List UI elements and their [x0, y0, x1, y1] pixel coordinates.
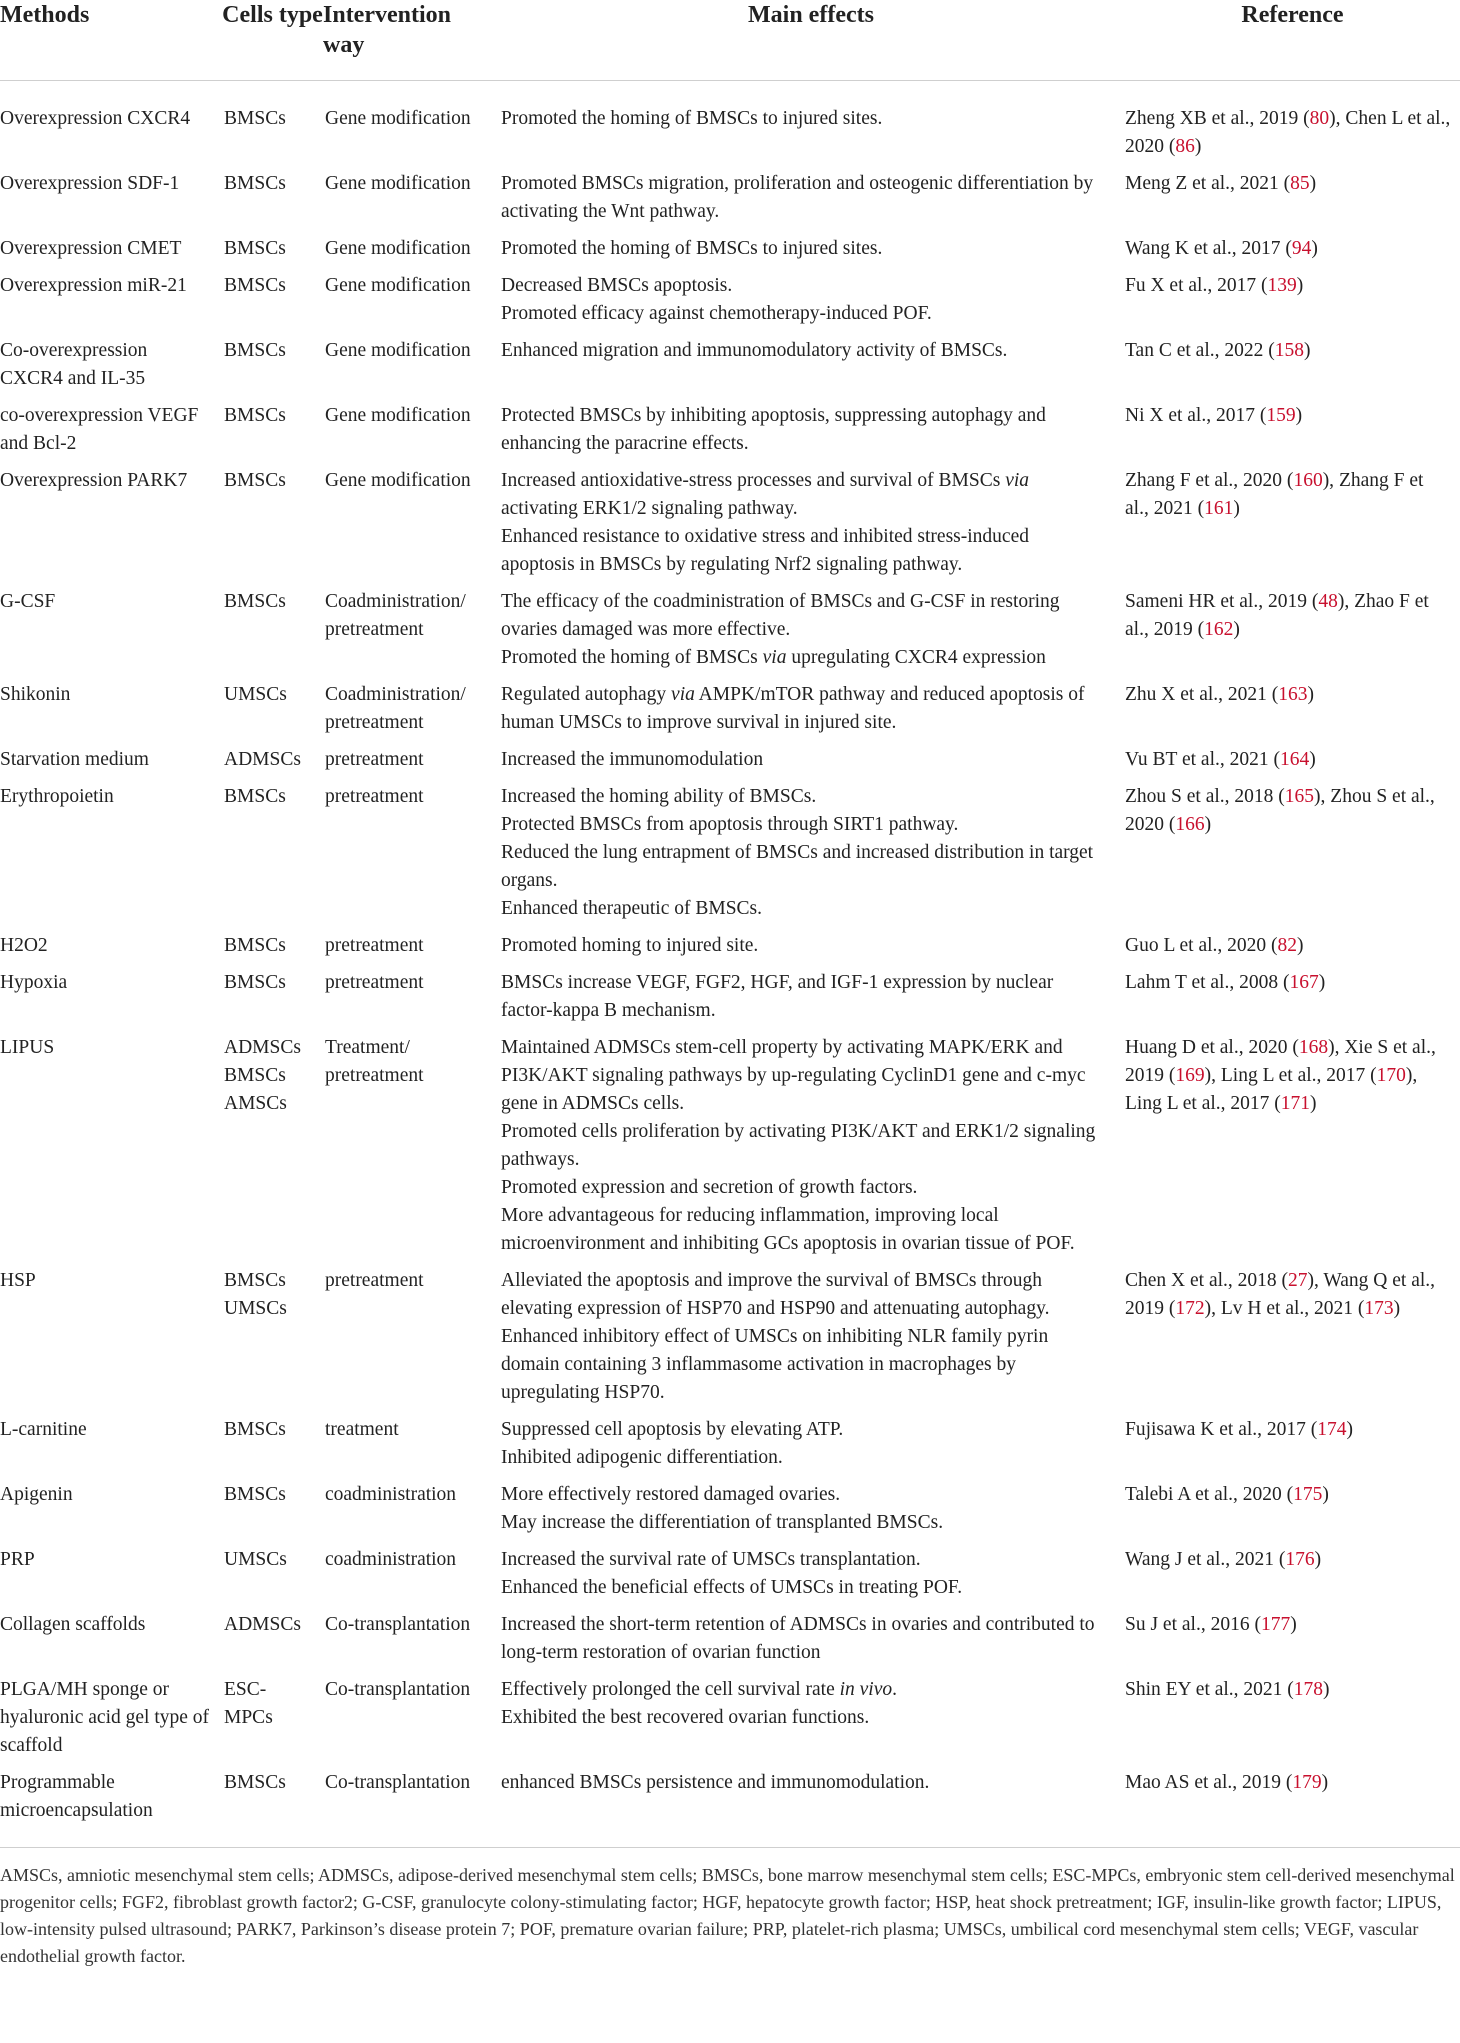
intervention-cell: Gene modification	[325, 275, 471, 296]
table-row	[0, 932, 1460, 969]
reference-cell	[1125, 272, 1460, 337]
reference-number-link[interactable]: 177	[1260, 1614, 1291, 1635]
method-cell: Overexpression miR-21	[0, 275, 187, 296]
reference-number-link[interactable]: 168	[1298, 1037, 1329, 1058]
cells-type-cell: UMSCs	[224, 1549, 287, 1570]
effect-line: Promoted the homing of BMSCs via upregulating CXCR4 expression	[501, 647, 1046, 668]
reference-citation: Sameni HR et al., 2019 (	[1125, 591, 1319, 612]
method-cell: LIPUS	[0, 1037, 55, 1058]
reference-number-link[interactable]: 158	[1274, 340, 1304, 361]
main-effects-cell	[497, 1769, 1125, 1848]
cells-type-cell: ADMSCs BMSCs AMSCs	[224, 1037, 301, 1114]
method-cell: Overexpression CXCR4	[0, 108, 191, 129]
effect-line: Increased the survival rate of UMSCs transplantation.	[501, 1549, 921, 1570]
method-cell: Programmable microencapsulation	[0, 1769, 222, 1848]
main-effects-cell	[497, 1034, 1125, 1267]
method-cell: PLGA/MH sponge or hyaluronic acid gel type of scaffold	[0, 1679, 210, 1756]
effect-line: Promoted cells proliferation by activating PI3K/AKT and ERK1/2 signaling pathways.	[501, 1121, 1096, 1170]
reference-number-link[interactable]: 173	[1364, 1298, 1394, 1319]
intervention-cell: Coadministration/ pretreatment	[325, 591, 466, 640]
effect-line: Increased the immunomodulation	[501, 749, 764, 770]
reference-separator: ),	[1204, 1065, 1221, 1086]
reference-cell	[1125, 1481, 1460, 1546]
effect-line: Increased the short-term retention of ADMSCs in ovaries and contributed to long-term restoration of ovarian function	[501, 1614, 1095, 1663]
reference-separator: )	[1307, 684, 1315, 705]
reference-citation: Zhou S et al., 2020 (	[1125, 786, 1435, 835]
reference-citation: Chen X et al., 2018 (	[1125, 1270, 1289, 1291]
reference-cell	[1125, 337, 1460, 402]
reference-separator: ),	[1307, 1270, 1324, 1291]
reference-cell	[1125, 588, 1460, 681]
method-cell: Overexpression CMET	[0, 238, 182, 259]
reference-separator: )	[1309, 173, 1317, 194]
main-effects-cell	[497, 746, 1125, 783]
reference-cell	[1125, 1546, 1460, 1611]
reference-separator: ),	[1405, 1065, 1418, 1086]
reference-number-link[interactable]: 82	[1277, 935, 1298, 956]
reference-number-link[interactable]: 85	[1290, 173, 1310, 194]
reference-citation: Lv H et al., 2021 (	[1220, 1298, 1365, 1319]
reference-citation: Zhu X et al., 2021 (	[1125, 684, 1279, 705]
table-row	[0, 272, 1460, 337]
effect-line: Exhibited the best recovered ovarian functions.	[501, 1707, 870, 1728]
main-effects-cell	[497, 1611, 1125, 1676]
reference-cell	[1125, 402, 1460, 467]
intervention-cell: Gene modification	[325, 108, 471, 129]
header-methods: Methods	[0, 0, 222, 81]
cells-type-cell: BMSCs	[224, 591, 286, 612]
reference-separator: )	[1311, 238, 1318, 259]
reference-number-link[interactable]: 176	[1285, 1549, 1315, 1570]
table-row	[0, 783, 1460, 932]
effect-line: Promoted expression and secretion of growth factors.	[501, 1177, 918, 1198]
intervention-cell: pretreatment	[325, 786, 424, 807]
reference-separator: )	[1393, 1298, 1401, 1319]
reference-citation: Zhang F et al., 2020 (	[1125, 470, 1294, 491]
main-effects-cell	[497, 969, 1125, 1034]
effect-line: Increased antioxidative-stress processes and survival of BMSCs via activating ERK1/2 signaling pathway.	[501, 470, 1030, 519]
cells-type-cell: BMSCs	[224, 1484, 286, 1505]
reference-number-link[interactable]: 161	[1204, 498, 1234, 519]
reference-number-link[interactable]: 139	[1267, 275, 1297, 296]
effect-line: Enhanced resistance to oxidative stress and inhibited stress-induced apoptosis in BMSCs by regulating Nrf2 signaling pathway.	[501, 526, 1029, 575]
main-effects-cell	[497, 1481, 1125, 1546]
reference-separator: )	[1296, 275, 1304, 296]
reference-number-link[interactable]: 172	[1175, 1298, 1205, 1319]
intervention-cell: pretreatment	[325, 935, 424, 956]
table-footnote: AMSCs, amniotic mesenchymal stem cells; ADMSCs, adipose-derived mesenchymal stem cells; BMSCs, bone marrow mesenchymal stem cells; ESC-MPCs, embryonic stem cell-derived mesenchymal progenitor cells; FGF2, fibroblast growth factor2; G-CSF, granulocyte colony-stimulating factor; HGF, hepatocyte growth factor; HSP, heat shock pretreatment; IGF, insulin-like growth factor; LIPUS, low-intensity pulsed ultrasound; PARK7, Parkinson’s disease protein 7; POF, premature ovarian failure; PRP, platelet-rich plasma; UMSCs, umbilical cord mesenchymal stem cells; VEGF, vascular endothelial growth factor.	[0, 1865, 1455, 1966]
cells-type-cell: BMSCs	[224, 405, 286, 426]
reference-citation: Zheng XB et al., 2019 (	[1125, 108, 1310, 129]
effect-line: BMSCs increase VEGF, FGF2, HGF, and IGF-1 expression by nuclear factor-kappa B mechanism.	[501, 972, 1054, 1021]
reference-separator: ),	[1329, 108, 1346, 129]
effect-line: Protected BMSCs by inhibiting apoptosis, suppressing autophagy and enhancing the paracrine effects.	[501, 405, 1046, 454]
table-row	[0, 681, 1460, 746]
main-effects-cell	[497, 272, 1125, 337]
reference-separator: )	[1309, 749, 1316, 770]
method-cell: Starvation medium	[0, 749, 149, 770]
method-cell: Collagen scaffolds	[0, 1614, 146, 1635]
reference-citation: Lahm T et al., 2008 (	[1125, 972, 1290, 993]
main-effects-cell	[497, 1546, 1125, 1611]
effect-line: The efficacy of the coadministration of BMSCs and G-CSF in restoring ovaries damaged was more effective.	[501, 591, 1060, 640]
main-effects-cell	[497, 1416, 1125, 1481]
table-row	[0, 588, 1460, 681]
effect-line: May increase the differentiation of transplanted BMSCs.	[501, 1512, 944, 1533]
reference-cell	[1125, 932, 1460, 969]
method-cell: co-overexpression VEGF and Bcl-2	[0, 405, 199, 454]
method-cell: H2O2	[0, 935, 48, 956]
reference-cell	[1125, 1769, 1460, 1848]
reference-separator: )	[1318, 972, 1326, 993]
method-cell: G-CSF	[0, 591, 56, 612]
intervention-cell: treatment	[325, 1419, 399, 1440]
reference-cell	[1125, 746, 1460, 783]
effect-line: Promoted the homing of BMSCs to injured sites.	[501, 238, 883, 259]
effect-line: Enhanced the beneficial effects of UMSCs in treating POF.	[501, 1577, 963, 1598]
method-cell: HSP	[0, 1270, 36, 1291]
reference-separator: )	[1204, 814, 1212, 835]
reference-number-link[interactable]: 170	[1376, 1065, 1406, 1086]
method-cell: Hypoxia	[0, 972, 68, 993]
intervention-cell: pretreatment	[325, 1270, 424, 1291]
header-main-effects: Main effects	[497, 0, 1125, 81]
reference-citation: Zhou S et al., 2018 (	[1125, 786, 1285, 807]
effect-line: Promoted the homing of BMSCs to injured sites.	[501, 108, 883, 129]
reference-separator: )	[1194, 136, 1202, 157]
cells-type-cell: ADMSCs	[224, 749, 301, 770]
effect-line: Maintained ADMSCs stem-cell property by activating MAPK/ERK and PI3K/AKT signaling pathways by up-regulating CyclinD1 gene and c-myc gene in ADMSCs cells.	[501, 1037, 1086, 1114]
cells-type-cell: BMSCs	[224, 972, 286, 993]
reference-number-link[interactable]: 174	[1317, 1419, 1347, 1440]
intervention-cell: coadministration	[325, 1484, 457, 1505]
table-row	[0, 170, 1460, 235]
reference-citation: Wang J et al., 2021 (	[1125, 1549, 1286, 1570]
effect-line: Promoted homing to injured site.	[501, 935, 759, 956]
intervention-cell: Coadministration/ pretreatment	[325, 684, 466, 733]
reference-cell	[1125, 81, 1460, 171]
intervention-cell: pretreatment	[325, 749, 424, 770]
reference-separator: )	[1314, 1549, 1322, 1570]
table-row	[0, 1611, 1460, 1676]
reference-number-link[interactable]: 164	[1280, 749, 1310, 770]
effect-line: Protected BMSCs from apoptosis through SIRT1 pathway.	[501, 814, 959, 835]
cells-type-cell: ESC-MPCs	[224, 1679, 273, 1728]
cells-type-cell: BMSCs UMSCs	[224, 1270, 287, 1319]
header-intervention-way: Intervention way	[323, 0, 497, 81]
reference-citation: Shin EY et al., 2021 (	[1125, 1679, 1294, 1700]
main-effects-cell	[497, 337, 1125, 402]
table-row	[0, 235, 1460, 272]
reference-separator: )	[1233, 498, 1240, 519]
reference-cell	[1125, 1267, 1460, 1416]
cells-type-cell: BMSCs	[224, 238, 286, 259]
effect-line: Regulated autophagy via AMPK/mTOR pathway and reduced apoptosis of human UMSCs to improve survival in injured site.	[501, 684, 1085, 733]
reference-separator: )	[1346, 1419, 1354, 1440]
reference-cell	[1125, 235, 1460, 272]
effect-line: Enhanced inhibitory effect of UMSCs on inhibiting NLR family pyrin domain containing 3 inflammasome activation in macrophages by upregulating HSP70.	[501, 1326, 1049, 1403]
reference-cell	[1125, 1416, 1460, 1481]
reference-citation: Mao AS et al., 2019 (	[1125, 1772, 1293, 1793]
reference-separator: )	[1322, 1484, 1329, 1505]
reference-separator: )	[1321, 1772, 1329, 1793]
table-row	[0, 337, 1460, 402]
reference-number-link[interactable]: 166	[1175, 814, 1205, 835]
reference-citation: Ling L et al., 2017 (	[1125, 1093, 1281, 1114]
reference-number-link[interactable]: 165	[1284, 786, 1315, 807]
effect-line: More advantageous for reducing inflammation, improving local microenvironment and inhibiting GCs apoptosis in ovarian tissue of POF.	[501, 1205, 1075, 1254]
reference-cell	[1125, 681, 1460, 746]
effect-line: Reduced the lung entrapment of BMSCs and increased distribution in target organs.	[501, 842, 1094, 891]
cells-type-cell: BMSCs	[224, 173, 286, 194]
reference-cell	[1125, 783, 1460, 932]
reference-separator: )	[1323, 1679, 1330, 1700]
intervention-cell: Co-transplantation	[325, 1614, 471, 1635]
reference-number-link[interactable]: 179	[1292, 1772, 1322, 1793]
table-row	[0, 969, 1460, 1034]
table-row	[0, 746, 1460, 783]
reference-number-link[interactable]: 163	[1278, 684, 1308, 705]
reference-citation: Meng Z et al., 2021 (	[1125, 173, 1291, 194]
reference-number-link[interactable]: 178	[1293, 1679, 1324, 1700]
reference-separator: ),	[1328, 1037, 1345, 1058]
effect-line: Promoted efficacy against chemotherapy-induced POF.	[501, 303, 932, 324]
reference-separator: ),	[1337, 591, 1355, 612]
reference-citation: Zhao F et al., 2019 (	[1125, 591, 1429, 640]
table-row	[0, 81, 1460, 171]
effect-line: Promoted BMSCs migration, proliferation and osteogenic differentiation by activating the Wnt pathway.	[501, 173, 1094, 222]
reference-citation: Fu X et al., 2017 (	[1125, 275, 1268, 296]
table-row	[0, 1034, 1460, 1267]
main-effects-cell	[497, 467, 1125, 588]
cells-type-cell: ADMSCs	[224, 1614, 301, 1635]
method-cell: Overexpression PARK7	[0, 470, 188, 491]
effect-line: Decreased BMSCs apoptosis.	[501, 275, 733, 296]
table-row	[0, 402, 1460, 467]
main-effects-cell	[497, 588, 1125, 681]
reference-cell	[1125, 1034, 1460, 1267]
cells-type-cell: BMSCs	[224, 340, 286, 361]
effect-line: enhanced BMSCs persistence and immunomodulation.	[501, 1772, 930, 1793]
effect-line: Inhibited adipogenic differentiation.	[501, 1447, 783, 1468]
reference-cell	[1125, 170, 1460, 235]
intervention-cell: Gene modification	[325, 173, 471, 194]
reference-separator: )	[1297, 935, 1304, 956]
main-effects-cell	[497, 402, 1125, 467]
table-row	[0, 1416, 1460, 1481]
reference-number-link[interactable]: 162	[1204, 619, 1234, 640]
intervention-cell: Co-transplantation	[323, 1769, 497, 1848]
reference-separator: ),	[1322, 470, 1339, 491]
main-effects-cell	[497, 170, 1125, 235]
main-effects-cell	[497, 932, 1125, 969]
effect-line: Effectively prolonged the cell survival rate in vivo.	[501, 1679, 897, 1700]
reference-number-link[interactable]: 160	[1293, 470, 1323, 491]
cells-type-cell: BMSCs	[222, 1769, 323, 1848]
method-cell: Co-overexpression CXCR4 and IL-35	[0, 340, 148, 389]
reference-citation: Vu BT et al., 2021 (	[1125, 749, 1280, 770]
intervention-cell: pretreatment	[325, 972, 424, 993]
reference-number-link[interactable]: 159	[1266, 405, 1296, 426]
intervention-cell: Treatment/ pretreatment	[325, 1037, 424, 1086]
table-row	[0, 467, 1460, 588]
cells-type-cell: BMSCs	[224, 108, 286, 129]
table-row	[0, 1267, 1460, 1416]
method-cell: Shikonin	[0, 684, 71, 705]
reference-number-link[interactable]: 94	[1291, 238, 1312, 259]
intervention-cell: Gene modification	[325, 238, 471, 259]
reference-number-link[interactable]: 27	[1288, 1270, 1308, 1291]
reference-number-link[interactable]: 175	[1293, 1484, 1323, 1505]
reference-number-link[interactable]: 86	[1175, 136, 1195, 157]
effect-line: More effectively restored damaged ovaries.	[501, 1484, 841, 1505]
intervention-cell: Co-transplantation	[325, 1679, 471, 1700]
main-effects-cell	[497, 235, 1125, 272]
reference-citation: Talebi A et al., 2020 (	[1125, 1484, 1294, 1505]
table-row	[0, 1481, 1460, 1546]
table-body	[0, 81, 1460, 1848]
effect-line: Enhanced migration and immunomodulatory activity of BMSCs.	[501, 340, 1008, 361]
main-effects-cell	[497, 1676, 1125, 1769]
header-cells-type: Cells type	[222, 0, 323, 81]
cells-type-cell: BMSCs	[224, 470, 286, 491]
reference-citation: Ni X et al., 2017 (	[1125, 405, 1267, 426]
main-effects-cell	[497, 1267, 1125, 1416]
table-row	[0, 1546, 1460, 1611]
effect-line: Increased the homing ability of BMSCs.	[501, 786, 817, 807]
reference-separator: )	[1233, 619, 1240, 640]
method-cell: L-carnitine	[0, 1419, 87, 1440]
reference-separator: )	[1295, 405, 1303, 426]
effect-line: Suppressed cell apoptosis by elevating ATP.	[501, 1419, 844, 1440]
reference-citation: Tan C et al., 2022 (	[1125, 340, 1275, 361]
table-header-row	[0, 0, 1460, 81]
reference-citation: Wang K et al., 2017 (	[1125, 238, 1292, 259]
reference-separator: ),	[1204, 1298, 1221, 1319]
reference-number-link[interactable]: 169	[1175, 1065, 1205, 1086]
reference-citation: Zhang F et al., 2021 (	[1125, 470, 1424, 519]
reference-number-link[interactable]: 171	[1280, 1093, 1311, 1114]
reference-separator: ),	[1314, 786, 1331, 807]
reference-citation: Xie S et al., 2019 (	[1125, 1037, 1436, 1086]
reference-number-link[interactable]: 80	[1309, 108, 1330, 129]
intervention-cell: Gene modification	[325, 470, 471, 491]
reference-citation: Su J et al., 2016 (	[1125, 1614, 1261, 1635]
method-cell: PRP	[0, 1549, 35, 1570]
reference-citation: Wang Q et al., 2019 (	[1125, 1270, 1436, 1319]
intervention-cell: coadministration	[325, 1549, 457, 1570]
cells-type-cell: BMSCs	[224, 275, 286, 296]
cells-type-cell: BMSCs	[224, 935, 286, 956]
intervention-cell: Gene modification	[325, 340, 471, 361]
reference-citation: Fujisawa K et al., 2017 (	[1125, 1419, 1318, 1440]
main-effects-cell	[497, 783, 1125, 932]
reference-separator: )	[1303, 340, 1311, 361]
cells-type-cell: UMSCs	[224, 684, 287, 705]
reference-separator: )	[1290, 1614, 1297, 1635]
reference-citation: Huang D et al., 2020 (	[1125, 1037, 1299, 1058]
reference-number-link[interactable]: 167	[1289, 972, 1319, 993]
reference-citation: Guo L et al., 2020 (	[1125, 935, 1278, 956]
reference-citation: Chen L et al., 2020 (	[1125, 108, 1451, 157]
header-reference: Reference	[1125, 0, 1460, 81]
table-row	[0, 1769, 1460, 1848]
reference-cell	[1125, 1676, 1460, 1769]
effect-line: Alleviated the apoptosis and improve the survival of BMSCs through elevating expression of HSP70 and HSP90 and attenuating autophagy.	[501, 1270, 1050, 1319]
main-effects-cell	[497, 681, 1125, 746]
main-effects-cell	[497, 81, 1125, 171]
table-row	[0, 1676, 1460, 1769]
reference-separator: )	[1310, 1093, 1317, 1114]
reference-number-link[interactable]: 48	[1318, 591, 1338, 612]
reference-citation: Ling L et al., 2017 (	[1220, 1065, 1377, 1086]
reference-cell	[1125, 1611, 1460, 1676]
intervention-cell: Gene modification	[325, 405, 471, 426]
effect-line: Enhanced therapeutic of BMSCs.	[501, 898, 763, 919]
method-cell: Apigenin	[0, 1484, 73, 1505]
method-cell: Overexpression SDF-1	[0, 173, 180, 194]
cells-type-cell: BMSCs	[224, 786, 286, 807]
method-cell: Erythropoietin	[0, 786, 114, 807]
reference-cell	[1125, 969, 1460, 1034]
cells-type-cell: BMSCs	[224, 1419, 286, 1440]
reference-cell	[1125, 467, 1460, 588]
